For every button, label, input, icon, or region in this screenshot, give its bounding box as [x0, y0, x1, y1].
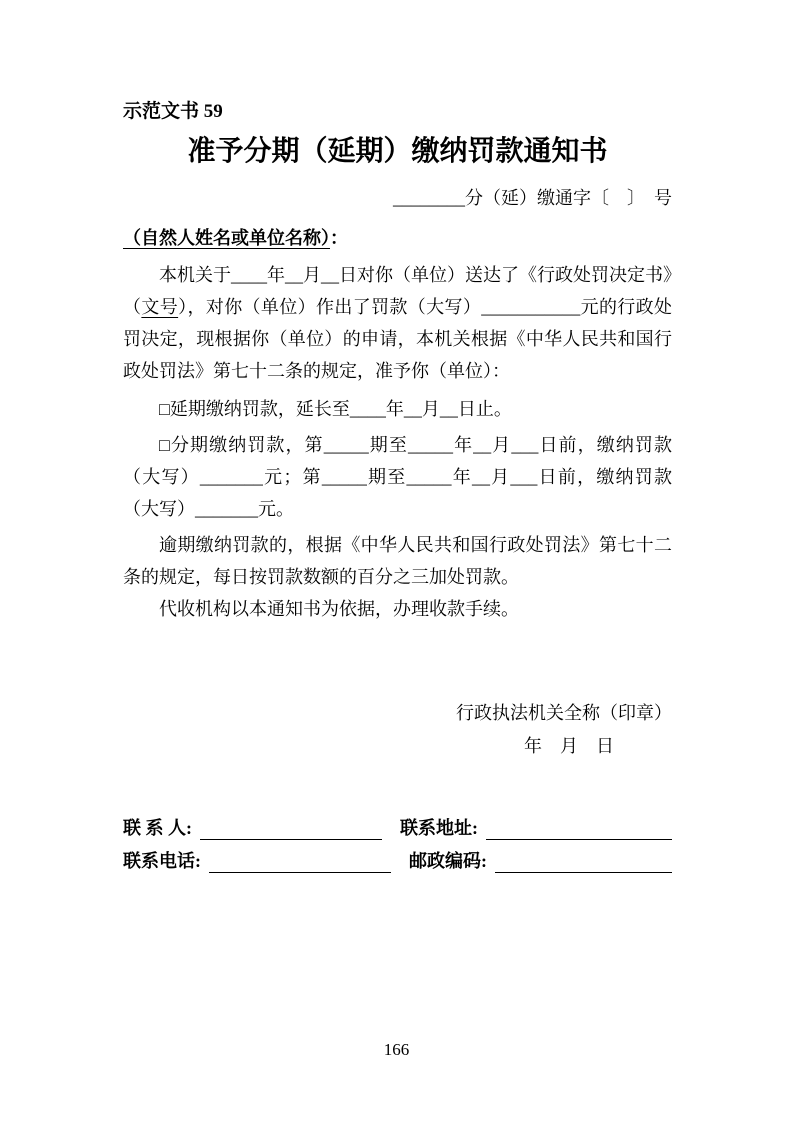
contact-address-label: 联系地址:: [400, 818, 478, 838]
option-deferred-text: 延期缴纳罚款，延长至____年__月__日止。: [169, 399, 512, 419]
contact-row-1: [123, 807, 672, 840]
addressee-line: [123, 225, 672, 251]
addressee-name-blank: （自然人姓名或单位名称）: [123, 228, 330, 248]
para-collection-agency: 代收机构以本通知书为依据，办理收款手续。: [159, 599, 519, 619]
para-overdue-penalty: 逾期缴纳罚款的，根据《中华人民共和国行政处罚法》第七十二条的规定，每日按罚款数额的百分之三加处罚款。: [123, 535, 672, 587]
option-deferred-payment: [123, 393, 672, 425]
postal-code-blank: [495, 849, 672, 873]
postal-code-label: 邮政编码:: [409, 851, 487, 871]
checkbox-icon: □: [159, 435, 171, 455]
contact-row-2: [123, 840, 672, 873]
option-installment-payment: [123, 429, 672, 525]
contact-phone-label: 联系电话:: [123, 851, 201, 871]
agency-signature-line: 行政执法机关全称（印章）: [456, 703, 672, 723]
checkbox-icon: □: [159, 399, 170, 419]
option-installment-text: 分期缴纳罚款，第_____期至_____年__月___日前，缴纳罚款（大写）_______元；第_____期至_____年__月___日前，缴纳罚款（大写）_______元。: [123, 435, 672, 519]
contact-person-blank: [200, 816, 382, 840]
decision-doc-number-underlined: 文号: [141, 297, 179, 317]
para-delivery-text-1: 本机关于____年__月__日对你（单位）送达了《行政处罚决定书》（: [123, 265, 672, 317]
signature-block: [123, 697, 672, 763]
contact-address-blank: [486, 816, 672, 840]
page-number: 166: [383, 1040, 410, 1059]
contact-info-block: [123, 807, 672, 873]
para-delivery-text-2: ），对你（单位）作出了罚款（大写）___________元的行政处罚决定，现根据你（单位）的申请，本机关根据《中华人民共和国行政处罚法》第七十二条的规定，准予你（单位）：: [123, 297, 673, 381]
contact-phone-blank: [209, 849, 391, 873]
addressee-colon: ：: [330, 228, 348, 248]
doc-series-label: 示范文书 59: [123, 101, 223, 122]
para-delivery: [123, 259, 672, 387]
page-title: 准予分期（延期）缴纳罚款通知书: [187, 136, 608, 167]
doc-number-line: ________分（延）缴通字〔 〕 号: [393, 188, 672, 208]
date-line: 年 月 日: [524, 736, 614, 756]
contact-person-label: 联 系 人:: [123, 818, 192, 838]
